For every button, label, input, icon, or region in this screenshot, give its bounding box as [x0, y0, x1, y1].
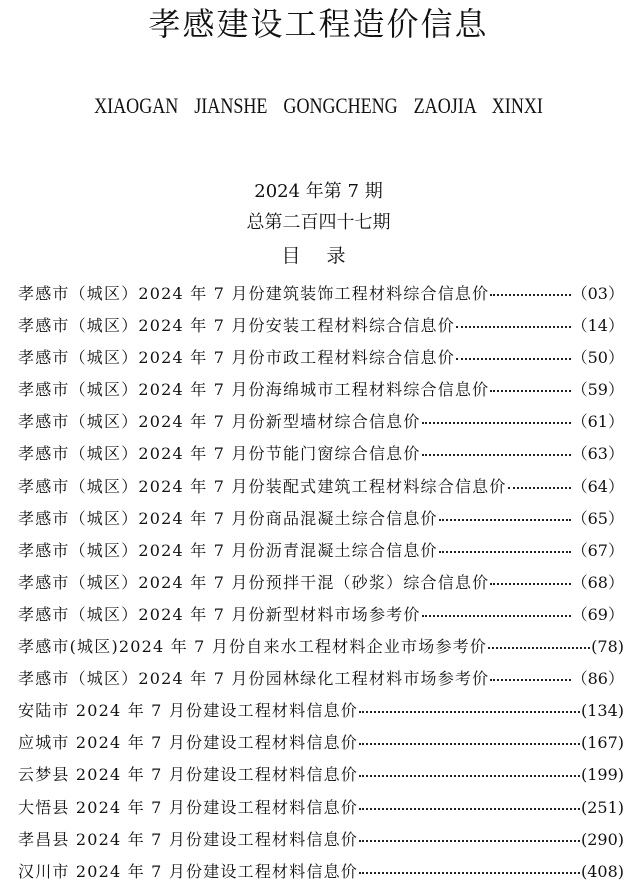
toc-entry-title: 孝昌县 2024 年 7 月份建设工程材料信息价 [18, 829, 359, 849]
toc-entry-page: （86） [571, 669, 624, 689]
toc-entry-title: 孝感市（城区）2024 年 7 月份建筑装饰工程材料综合信息价 [18, 284, 490, 303]
toc-entry-title: 孝感市（城区）2024 年 7 月份海绵城市工程材料综合信息价 [18, 380, 490, 400]
toc-entry[interactable] [18, 535, 624, 567]
dot-leader [508, 476, 571, 492]
dot-leader [359, 764, 580, 780]
toc-entry-title: 孝感市（城区）2024 年 7 月份商品混凝土综合信息价 [18, 508, 438, 528]
toc-entry[interactable] [18, 471, 624, 503]
dot-leader [490, 283, 570, 299]
dot-leader [490, 379, 570, 395]
toc-entry[interactable] [18, 503, 624, 535]
toc-entry-page: （59） [571, 380, 624, 400]
toc-entry-title: 大悟县 2024 年 7 月份建设工程材料信息价 [18, 797, 359, 817]
toc-entry-page: （67） [571, 540, 624, 560]
dot-leader [422, 411, 571, 427]
dot-leader [359, 732, 580, 748]
dot-leader [359, 700, 580, 716]
toc-entry-title: 汉川市 2024 年 7 月份建设工程材料信息价 [18, 861, 359, 881]
dot-leader [488, 636, 590, 652]
toc-entry[interactable] [18, 824, 624, 856]
total-issue-number: 总第二百四十七期 [246, 212, 391, 233]
dot-leader [456, 347, 571, 363]
toc-entry[interactable] [18, 567, 624, 599]
toc-entry-title: 孝感市（城区）2024 年 7 月份预拌干混（砂浆）综合信息价 [18, 572, 490, 592]
dot-leader [359, 797, 580, 813]
toc-entry-title: 应城市 2024 年 7 月份建设工程材料信息价 [18, 733, 359, 753]
toc-entry[interactable] [18, 278, 624, 310]
dot-leader [359, 861, 580, 877]
toc-entry[interactable] [18, 342, 624, 374]
toc-entry-page: (78) [591, 637, 624, 657]
toc-entry-page: (290) [580, 829, 624, 849]
toc-entry-page: （50） [571, 348, 624, 368]
toc-entry[interactable] [18, 727, 624, 759]
toc-heading: 目 录 [281, 245, 356, 267]
toc-entry-title: 孝感市（城区）2024 年 7 月份节能门窗综合信息价 [18, 444, 421, 464]
dot-leader [439, 508, 571, 524]
toc-entry-title: 孝感市（城区）2024 年 7 月份安装工程材料综合信息价 [18, 316, 455, 336]
toc-entry-page: （68） [571, 572, 624, 592]
toc-entry-title: 孝感市（城区）2024 年 7 月份市政工程材料综合信息价 [18, 348, 455, 368]
dot-leader [359, 829, 580, 845]
toc-entry-page: （14） [571, 316, 624, 336]
toc-entry[interactable] [18, 759, 624, 791]
toc-entry-title: 孝感市（城区）2024 年 7 月份装配式建筑工程材料综合信息价 [18, 476, 507, 496]
dot-leader [490, 668, 570, 684]
toc-entry-page: (167) [580, 733, 624, 753]
toc-entry-title: 孝感市（城区）2024 年 7 月份园林绿化工程材料市场参考价 [18, 669, 490, 689]
toc-entry-page: （64） [571, 476, 624, 496]
document-subtitle-pinyin: XIAOGAN JIANSHE GONGCHENG ZAOJIA XINXI [94, 93, 543, 118]
toc-entry[interactable] [18, 310, 624, 342]
toc-entry-title: 孝感市（城区）2024 年 7 月份沥青混凝土综合信息价 [18, 540, 438, 560]
toc-entry-page: （65） [571, 508, 624, 528]
toc-entry-page: (408) [580, 861, 624, 881]
toc-entry[interactable] [18, 792, 624, 824]
document-title: 孝感建设工程造价信息 [148, 5, 489, 43]
toc-entry[interactable] [18, 374, 624, 406]
toc-entry[interactable] [18, 406, 624, 438]
dot-leader [422, 604, 571, 620]
toc-entry-title: 安陆市 2024 年 7 月份建设工程材料信息价 [18, 701, 359, 721]
dot-leader [456, 315, 571, 331]
toc-entry[interactable] [18, 695, 624, 727]
table-of-contents [18, 278, 624, 888]
toc-entry-page: （61） [571, 412, 624, 432]
dot-leader [439, 540, 571, 556]
toc-entry[interactable] [18, 599, 624, 631]
toc-entry[interactable] [18, 856, 624, 888]
issue-number: 2024 年第 7 期 [254, 181, 383, 202]
toc-entry-page: （69） [571, 604, 624, 624]
toc-entry[interactable] [18, 438, 624, 470]
toc-entry-title: 孝感市（城区）2024 年 7 月份新型墙材综合信息价 [18, 412, 421, 432]
toc-entry-page: (199) [580, 765, 624, 785]
dot-leader [422, 443, 571, 459]
toc-entry-page: (251) [580, 797, 624, 817]
toc-entry-page: （03） [571, 284, 624, 303]
toc-entry-page: （63） [571, 444, 624, 464]
dot-leader [490, 572, 570, 588]
toc-entry[interactable] [18, 663, 624, 695]
toc-entry[interactable] [18, 631, 624, 663]
toc-entry-title: 孝感市(城区)2024 年 7 月份自来水工程材料企业市场参考价 [18, 637, 488, 657]
toc-entry-page: (134) [580, 701, 624, 721]
toc-entry-title: 孝感市（城区）2024 年 7 月份新型材料市场参考价 [18, 604, 421, 624]
toc-entry-title: 云梦县 2024 年 7 月份建设工程材料信息价 [18, 765, 359, 785]
